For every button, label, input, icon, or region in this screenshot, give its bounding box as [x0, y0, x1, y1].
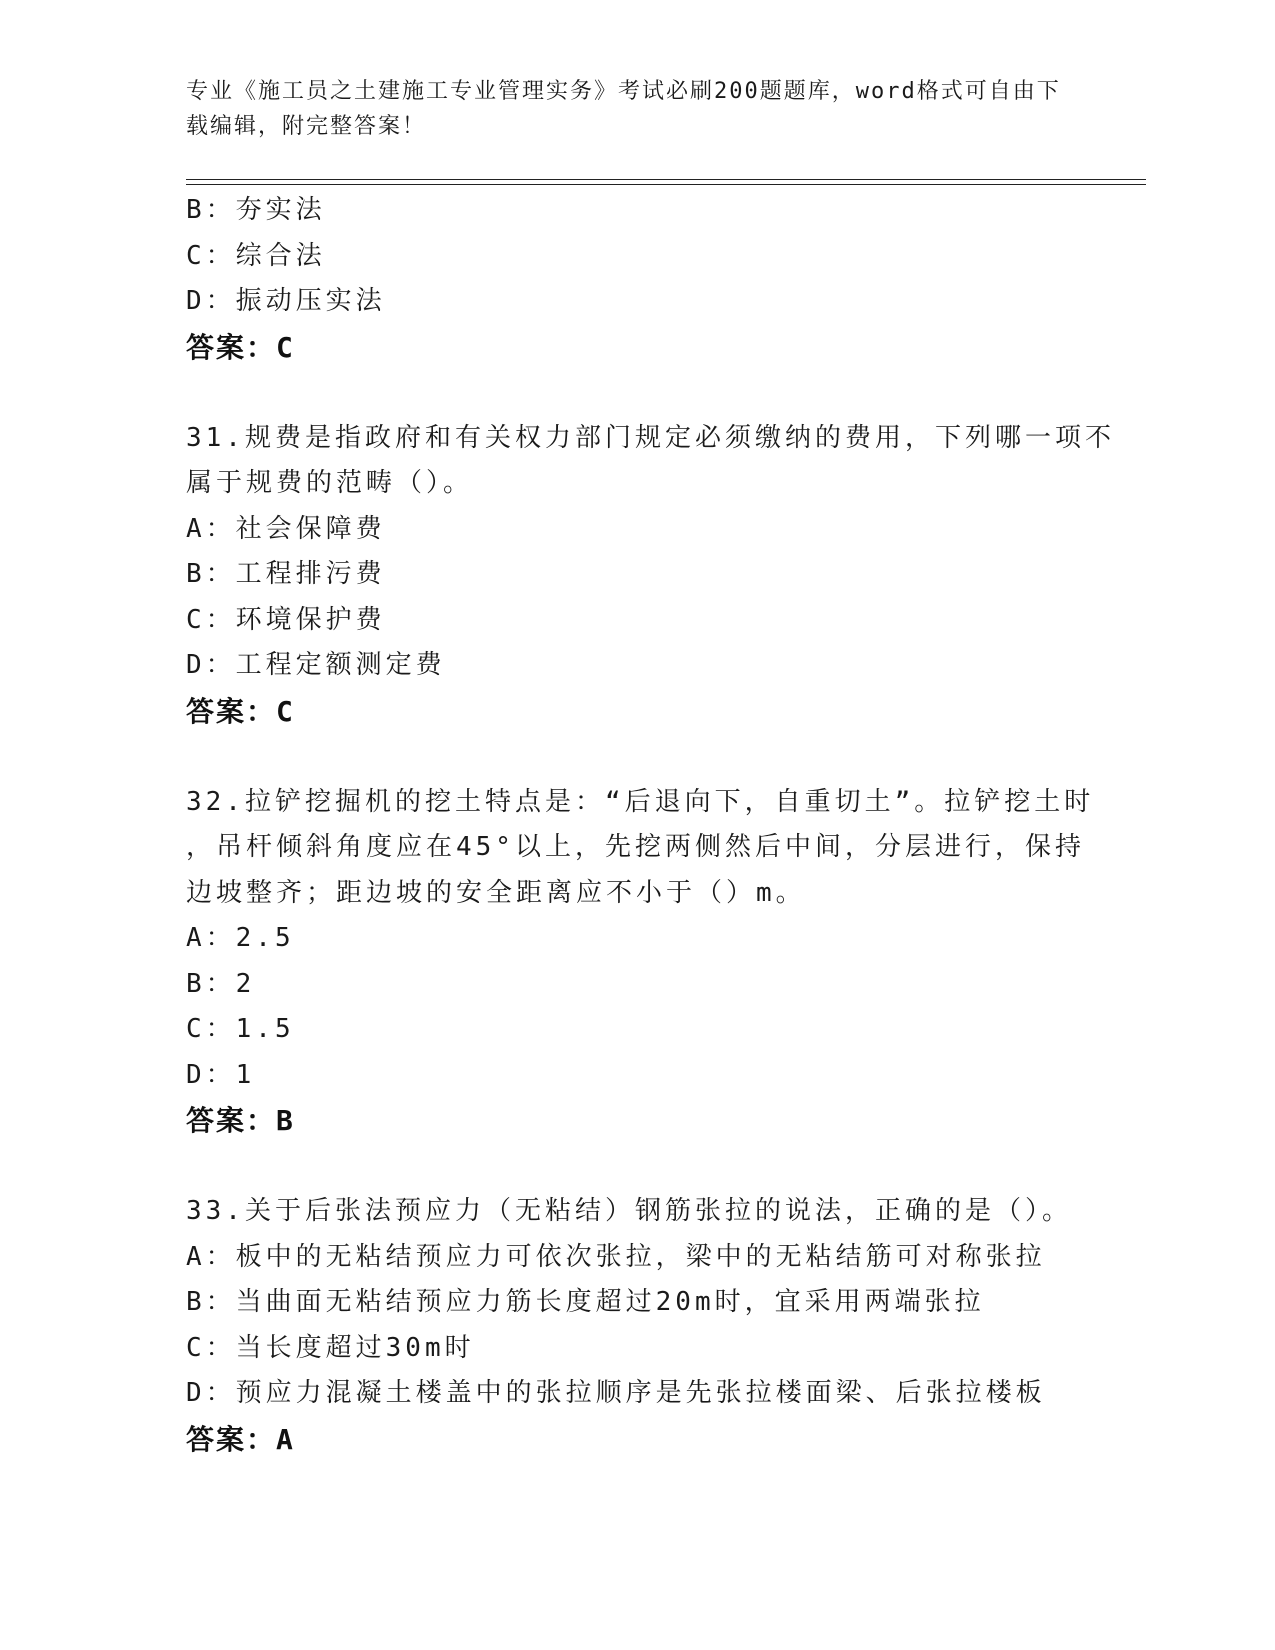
option-d: D：振动压实法 — [186, 286, 386, 316]
option-b: B：夯实法 — [186, 195, 326, 225]
question-text-line: 31.规费是指政府和有关权力部门规定必须缴纳的费用，下列哪一项不 — [186, 422, 1115, 453]
question-text-line: 属于规费的范畴（）。 — [186, 468, 474, 498]
spacer — [186, 734, 1086, 780]
option-d: D：工程定额测定费 — [186, 650, 446, 680]
answer-line: 答案：A — [186, 1422, 295, 1456]
option-c: C：环境保护费 — [186, 604, 386, 635]
option-d: D：1 — [186, 1059, 256, 1090]
header-rule-top — [186, 179, 1146, 180]
question-content — [186, 188, 1115, 1462]
question-text-line: ，吊杆倾斜角度应在45°以上，先挖两侧然后中间，分层进行，保持 — [186, 832, 1085, 862]
option-a: A：社会保障费 — [186, 513, 386, 544]
document-header: 专业《施工员之土建施工专业管理实务》考试必刷200题题库，word格式可自由下载编辑，附完整答案！ — [186, 79, 1061, 139]
answer-line: 答案：C — [186, 694, 295, 728]
answer-line: 答案：C — [186, 330, 295, 364]
spacer — [186, 370, 1086, 416]
prev-question-block — [186, 188, 1086, 370]
option-d: D：预应力混凝土楼盖中的张拉顺序是先张拉楼面梁、后张拉楼板 — [186, 1378, 1046, 1408]
option-b: B：工程排污费 — [186, 559, 386, 589]
spacer — [186, 1144, 1086, 1190]
question-text-line: 33.关于后张法预应力（无粘结）钢筋张拉的说法，正确的是（）。 — [186, 1196, 1072, 1226]
question-32 — [186, 780, 1095, 1144]
option-b: B：当曲面无粘结预应力筋长度超过20m时，宜采用两端张拉 — [186, 1287, 985, 1317]
option-c: C：1.5 — [186, 1014, 295, 1044]
question-text-line: 边坡整齐；距边坡的安全距离应不小于（）m。 — [186, 877, 806, 908]
header-rule-bottom — [186, 184, 1146, 185]
option-b: B：2 — [186, 968, 256, 999]
question-text-line: 32.拉铲挖掘机的挖土特点是：“后退向下，自重切土”。拉铲挖土时 — [186, 786, 1095, 817]
question-31 — [186, 416, 1115, 735]
option-c: C：当长度超过30m时 — [186, 1332, 475, 1363]
option-a: A：板中的无粘结预应力可依次张拉，梁中的无粘结筋可对称张拉 — [186, 1241, 1046, 1272]
option-c: C：综合法 — [186, 240, 326, 271]
answer-line: 答案：B — [186, 1104, 295, 1137]
option-a: A：2.5 — [186, 923, 295, 953]
question-33 — [186, 1189, 1086, 1462]
